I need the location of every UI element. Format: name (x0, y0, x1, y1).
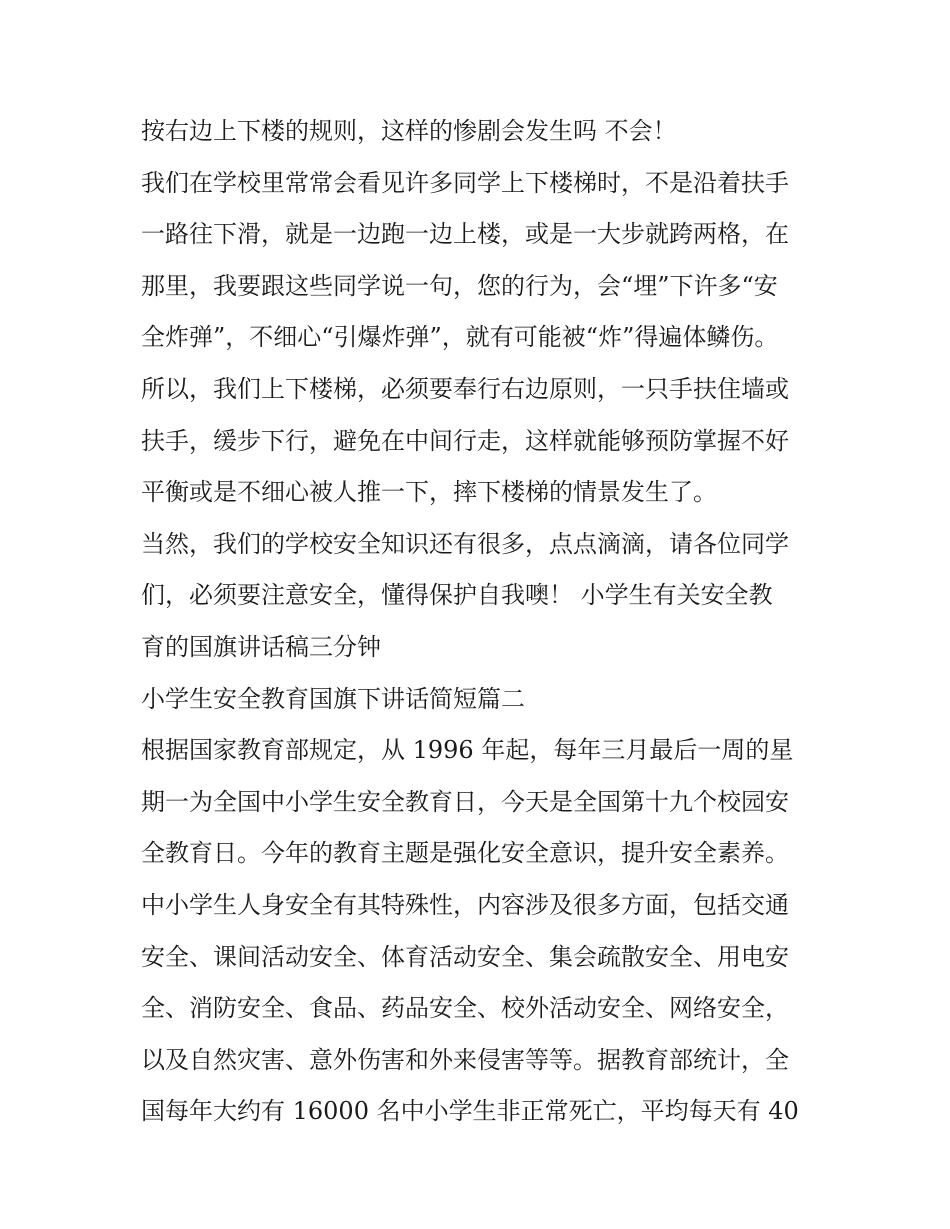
text-line: 期一为全国中小学生安全教育日，今天是全国第十九个校园安 (141, 787, 789, 816)
document-body (141, 106, 831, 1138)
text-line: 按右边上下楼的规则，这样的惨剧会发生吗 不会！ (141, 117, 677, 145)
text-line: 我们在学校里常常会看见许多同学上下楼梯时，不是沿着扶手 (141, 168, 789, 197)
text-line: 扶手，缓步下行，避免在中间行走，这样就能够预防掌握不好 (141, 426, 789, 455)
text-line: 一路往下滑，就是一边跑一边上楼，或是一大步就跨两格，在 (141, 220, 789, 249)
text-line: 以及自然灾害、意外伤害和外来侵害等等。据教育部统计，全 (141, 1045, 789, 1074)
text-line: 当然，我们的学校安全知识还有很多，点点滴滴，请各位同学 (141, 529, 789, 558)
text-line: 根据国家教育部规定，从 1996 年起，每年三月最后一周的星 (141, 736, 794, 765)
text-line: 全炸弹”，不细心“引爆炸弹”，就有可能被“炸”得遍体鳞伤。 (141, 323, 779, 352)
text-line: 中小学生人身安全有其特殊性，内容涉及很多方面，包括交通 (141, 890, 789, 919)
text-line: 平衡或是不细心被人推一下，摔下楼梯的情景发生了。 (141, 478, 717, 507)
text-line: 国每年大约有 16000 名中小学生非正常死亡，平均每天有 40 (141, 1097, 799, 1126)
text-line: 那里，我要跟这些同学说一句，您的行为，会“埋”下许多“安 (141, 271, 778, 300)
section-heading: 小学生安全教育国旗下讲话简短篇二 (141, 684, 525, 713)
text-line: 们，必须要注意安全，懂得保护自我噢！ 小学生有关安全教 (141, 581, 773, 610)
text-line: 全教育日。今年的教育主题是强化安全意识，提升安全素养。 (141, 839, 789, 868)
text-line: 安全、课间活动安全、体育活动安全、集会疏散安全、用电安 (141, 942, 789, 971)
text-line: 全、消防安全、食品、药品安全、校外活动安全、网络安全， (141, 994, 789, 1023)
text-line: 育的国旗讲话稿三分钟 (141, 632, 381, 661)
text-line: 所以，我们上下楼梯，必须要奉行右边原则，一只手扶住墙或 (141, 374, 789, 403)
